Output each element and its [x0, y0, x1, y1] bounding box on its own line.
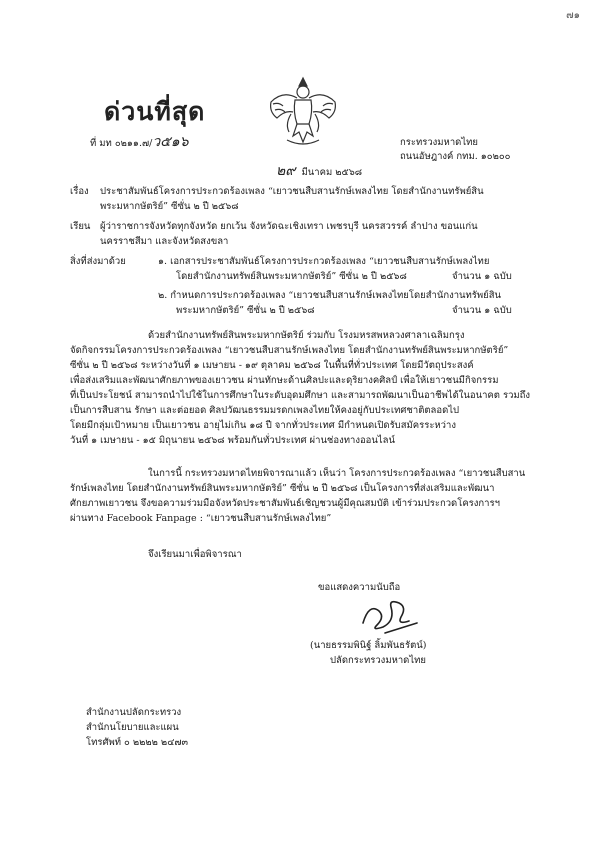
enclosure-2-line-1: ๒. กำหนดการประกวดร้องเพลง “เยาวชนสืบสานรักษ์เพลงไทยโดยสำนักงานทรัพย์สิน	[158, 290, 502, 301]
reference-number-handwritten: ว๕๑๖	[152, 134, 189, 150]
page-number: ๗๑	[566, 10, 580, 21]
signer-title: ปลัดกระทรวงมหาดไทย	[330, 655, 426, 666]
salutation-label: เรียน	[70, 221, 91, 232]
recipient-line-1: ผู้ว่าราชการจังหวัดทุกจังหวัด ยกเว้น จังหวัดฉะเชิงเทรา เพชรบุรี นครสวรรค์ ลำปาง ขอนแก่น	[100, 221, 478, 232]
enclosure-2-line-2: พระมหากษัตริย์” ซีซั่น ๒ ปี ๒๕๖๘	[176, 305, 315, 316]
recipient-line-2: นครราชสีมา และจังหวัดสงขลา	[100, 236, 229, 247]
closing-request: จึงเรียนมาเพื่อพิจารณา	[148, 549, 242, 560]
para1-line-6: เป็นการสืบสาน รักษา และต่อยอด ศิลปวัฒนธรรมมรดกเพลงไทยให้คงอยู่กับประเทศชาติตลอดไป	[70, 405, 460, 416]
para1-line-7: โดยมีกลุ่มเป้าหมาย เป็นเยาวชน อายุไม่เกิน ๑๘ ปี จากทั่วประเทศ มีกำหนดเปิดรับสมัครระหว่าง	[70, 420, 456, 431]
subject-line-1: ประชาสัมพันธ์โครงการประกวดร้องเพลง “เยาวชนสืบสานรักษ์เพลงไทย โดยสำนักงานทรัพย์สิน	[100, 186, 484, 197]
para1-line-3: ซีซั่น ๒ ปี ๒๕๖๘ ระหว่างวันที่ ๑ เมษายน - ๑๙ ตุลาคม ๒๕๖๘ ในพื้นที่ทั่วประเทศ โดยมีวัตถุประสงค์	[70, 360, 474, 371]
office-line-2: สำนักนโยบายและแผน	[86, 722, 179, 733]
para2-line-4: ผ่านทาง Facebook Fanpage : “เยาวชนสืบสานรักษ์เพลงไทย”	[70, 513, 332, 524]
signature-icon	[355, 593, 425, 638]
date-month-year: มีนาคม ๒๕๖๘	[301, 167, 363, 178]
para1-line-8: วันที่ ๑ เมษายน - ๑๕ มิถุนายน ๒๕๖๘ พร้อมกันทั่วประเทศ ผ่านช่องทางออนไลน์	[70, 435, 395, 446]
enclosures-label: สิ่งที่ส่งมาด้วย	[70, 256, 126, 267]
reference-number	[90, 136, 189, 150]
signer-name: (นายธรรมพินิฐ์ ลิ้มพันธรัตน์)	[310, 640, 427, 651]
enclosure-2-quantity: จำนวน ๑ ฉบับ	[452, 305, 512, 316]
para1-line-1: ด้วยสำนักงานทรัพย์สินพระมหากษัตริย์ ร่วมกับ โรงมหรสพหลวงศาลาเฉลิมกรุง	[148, 330, 465, 341]
para1-line-2: จัดกิจกรรมโครงการประกวดร้องเพลง “เยาวชนสืบสานรักษ์เพลงไทย โดยสำนักงานทรัพย์สินพระมหากษัตริย์”	[70, 345, 509, 356]
enclosure-1-line-1: ๑. เอกสารประชาสัมพันธ์โครงการประกวดร้องเพลง “เยาวชนสืบสานรักษ์เพลงไทย	[158, 256, 490, 267]
para2-line-2: รักษ์เพลงไทย โดยสำนักงานทรัพย์สินพระมหากษัตริย์” ซีซั่น ๒ ปี ๒๕๖๘ เป็นโครงการที่ส่งเสริมและพัฒนา	[70, 483, 495, 494]
para2-line-1: ในการนี้ กระทรวงมหาดไทยพิจารณาแล้ว เห็นว่า โครงการประกวดร้องเพลง “เยาวชนสืบสาน	[148, 468, 526, 479]
para1-line-4: เพื่อส่งเสริมและพัฒนาศักยภาพของเยาวชน ผ่านทักษะด้านศิลปะและดุริยางคศิลป์ เพื่อให้เยาวชนมีกิจกรรม	[70, 375, 499, 386]
office-phone: โทรศัพท์ ๐ ๒๒๒๒ ๒๔๗๓	[86, 737, 189, 748]
para1-line-5: ที่เป็นประโยชน์ สามารถนำไปใช้ในการศึกษาในระดับอุดมศึกษา และสามารถพัฒนาเป็นอาชีพได้ในอนาคต รวมถึง	[70, 390, 531, 401]
letter-date	[276, 165, 362, 179]
enclosure-1-line-2: โดยสำนักงานทรัพย์สินพระมหากษัตริย์” ซีซั่น ๒ ปี ๒๕๖๘	[176, 271, 407, 282]
reference-number-printed: ที่ มท ๐๒๑๑.๗/	[90, 138, 153, 149]
ministry-address: ถนนอัษฎางค์ กทม. ๑๐๒๐๐	[400, 151, 511, 162]
ministry-name: กระทรวงมหาดไทย	[400, 137, 478, 148]
subject-line-2: พระมหากษัตริย์” ซีซั่น ๒ ปี ๒๕๖๘	[100, 201, 239, 212]
closing-phrase: ขอแสดงความนับถือ	[318, 582, 401, 593]
office-line-1: สำนักงานปลัดกระทรวง	[86, 707, 182, 718]
urgency-stamp: ด่วนที่สุด	[104, 97, 206, 126]
date-day-handwritten: ๒๙	[276, 163, 296, 179]
enclosure-1-quantity: จำนวน ๑ ฉบับ	[452, 271, 512, 282]
para2-line-3: ศักยภาพเยาวชน จึงขอความร่วมมือจังหวัดประชาสัมพันธ์เชิญชวนผู้มีคุณสมบัติ เข้าร่วมประกวดโครงการฯ	[70, 498, 500, 509]
garuda-emblem-icon	[263, 72, 343, 152]
subject-label: เรื่อง	[70, 186, 89, 197]
